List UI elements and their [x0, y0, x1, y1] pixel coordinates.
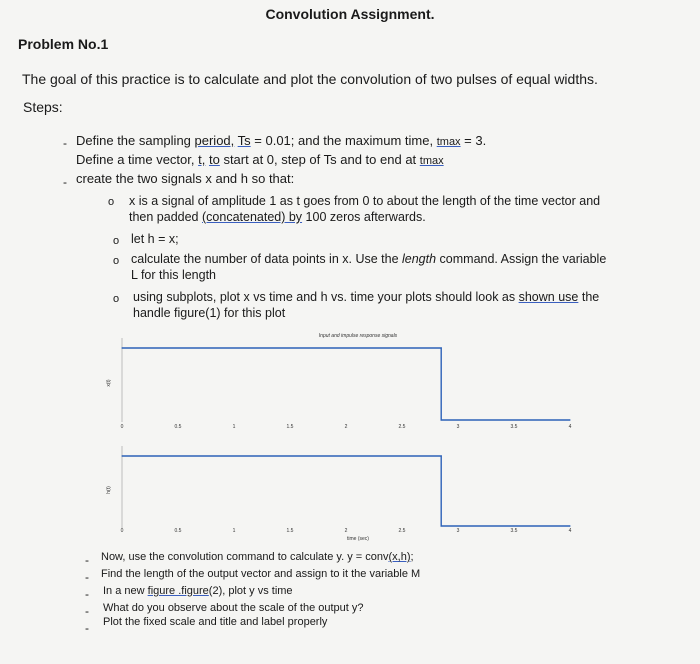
substep-4-text: using subplots, plot x vs time and h vs. time your plots should look as: [133, 290, 519, 304]
y-axis-label: x(t): [106, 379, 112, 387]
data-point: [121, 455, 122, 456]
dash-bullet: -: [85, 570, 89, 584]
data-point: [441, 455, 442, 456]
substep-4-text-2: the: [578, 290, 600, 304]
x-tick-label: 4: [568, 424, 572, 430]
page-title: Convolution Assignment.: [265, 6, 435, 22]
x-tick-label: 1.5: [286, 424, 294, 430]
substep-4-link: shown use: [518, 290, 579, 304]
x-tick-label: 2: [344, 528, 348, 534]
dash-bullet: -: [63, 136, 67, 150]
substep-4-line-1: [133, 290, 599, 304]
substep-1-text: then padded: [129, 210, 202, 224]
substep-3-line-2: L for this length: [131, 268, 217, 282]
data-point: [569, 525, 570, 526]
substep-1-link: (concatenated) by: [202, 210, 303, 224]
circle-bullet: o: [113, 293, 120, 305]
step-1: [76, 133, 486, 148]
bottom-step-3-text: In a new: [103, 585, 148, 597]
data-point: [569, 419, 570, 420]
series-line-1: [122, 348, 570, 420]
substep-3-text: calculate the number of data points in x. Use the: [131, 252, 402, 266]
step-3: [76, 171, 294, 186]
x-tick-label: 4: [568, 528, 572, 534]
circle-bullet: o: [113, 255, 120, 267]
dash-bullet: -: [85, 553, 89, 567]
steps-label: Steps:: [23, 99, 63, 115]
step-1-tmax: tmax: [436, 136, 461, 148]
bottom-step-1-text-2: ;: [410, 551, 414, 563]
series-line-2: [122, 456, 570, 526]
substep-3-line-1: [131, 252, 606, 266]
data-point: [121, 347, 122, 348]
step-3-text: create the two signals x and h so that:: [76, 171, 295, 186]
step-1-text-3: = 3.: [460, 133, 487, 148]
dash-bullet: -: [85, 621, 89, 635]
x-tick-label: 0: [120, 424, 124, 430]
bottom-step-2: [101, 568, 420, 580]
x-tick-label: 3: [456, 424, 460, 430]
bottom-step-4-text: What do you observe about the scale of the output y?: [103, 602, 364, 614]
substep-3-text-2: command. Assign the variable: [436, 252, 607, 266]
bottom-step-3-text-2: (2), plot y vs time: [208, 585, 293, 597]
bottom-step-4: [103, 602, 364, 614]
substep-2-text: let h = x;: [131, 232, 179, 246]
bottom-step-2-text: Find the length of the output vector and assign to it the variable M: [101, 568, 421, 580]
x-tick-label: 0: [120, 528, 124, 534]
x-tick-label: 0.5: [174, 528, 182, 534]
x-tick-label: 2: [344, 424, 348, 430]
data-point: [441, 347, 442, 348]
x-tick-label: 1.5: [286, 528, 294, 534]
subplot-figure: [100, 328, 580, 548]
step-1-text-2: = 0.01; and the maximum time,: [250, 133, 437, 148]
bottom-step-5: [103, 616, 327, 628]
x-tick-label: 1: [232, 424, 236, 430]
substep-4-line-2: handle figure(1) for this plot: [133, 306, 286, 320]
x-axis-label: time (sec): [347, 536, 369, 542]
y-axis-label: h(t): [106, 486, 112, 494]
substep-1-text-2: 100 zeros afterwards.: [302, 210, 426, 224]
step-2-text: Define a time vector,: [76, 152, 199, 167]
circle-bullet: o: [108, 196, 115, 208]
step-1-text: Define the sampling: [76, 133, 195, 148]
x-tick-label: 2.5: [398, 424, 406, 430]
substep-4: [133, 290, 599, 320]
step-1-link-period: period,: [194, 133, 235, 148]
circle-bullet: o: [113, 235, 120, 247]
dash-bullet: -: [85, 587, 89, 601]
step-2-tmax: tmax: [419, 155, 444, 167]
step-2-link-to: to: [208, 152, 220, 167]
x-tick-label: 3.5: [510, 528, 518, 534]
chart-title: Input and impulse response signals: [318, 333, 398, 339]
step-2-link-t: t,: [198, 152, 206, 167]
substep-1-line-1: x is a signal of amplitude 1 as t goes from 0 to about the length of the time vector and: [129, 194, 601, 208]
x-tick-label: 0.5: [174, 424, 182, 430]
bottom-step-3: [103, 585, 293, 597]
bottom-step-1: [101, 551, 414, 563]
bottom-step-1-text: Now, use the convolution command to calculate y. y = conv: [101, 551, 389, 563]
step-2: [76, 152, 444, 167]
substep-1-line-2: [129, 210, 600, 224]
substep-3-em: length: [402, 252, 437, 266]
x-tick-label: 3.5: [510, 424, 518, 430]
goal-paragraph: The goal of this practice is to calculate and plot the convolution of two pulses of equal widths.: [22, 71, 598, 87]
bottom-step-1-link: (x,h): [388, 551, 411, 563]
x-tick-label: 2.5: [398, 528, 406, 534]
step-1-link-ts: Ts: [237, 133, 251, 148]
bottom-step-5-text: Plot the fixed scale and title and label properly: [103, 616, 328, 628]
substep-2: [131, 232, 179, 246]
x-tick-label: 1: [232, 528, 236, 534]
data-point: [441, 419, 442, 420]
problem-heading: Problem No.1: [18, 36, 109, 52]
bottom-step-3-link: figure .figure: [147, 585, 209, 597]
data-point: [441, 525, 442, 526]
substep-1: [129, 194, 600, 224]
x-tick-label: 3: [456, 528, 460, 534]
dash-bullet: -: [85, 604, 89, 618]
substep-3: [131, 252, 606, 282]
step-2-text-2: start at 0, step of Ts and to end at: [219, 152, 420, 167]
dash-bullet: -: [63, 175, 67, 189]
